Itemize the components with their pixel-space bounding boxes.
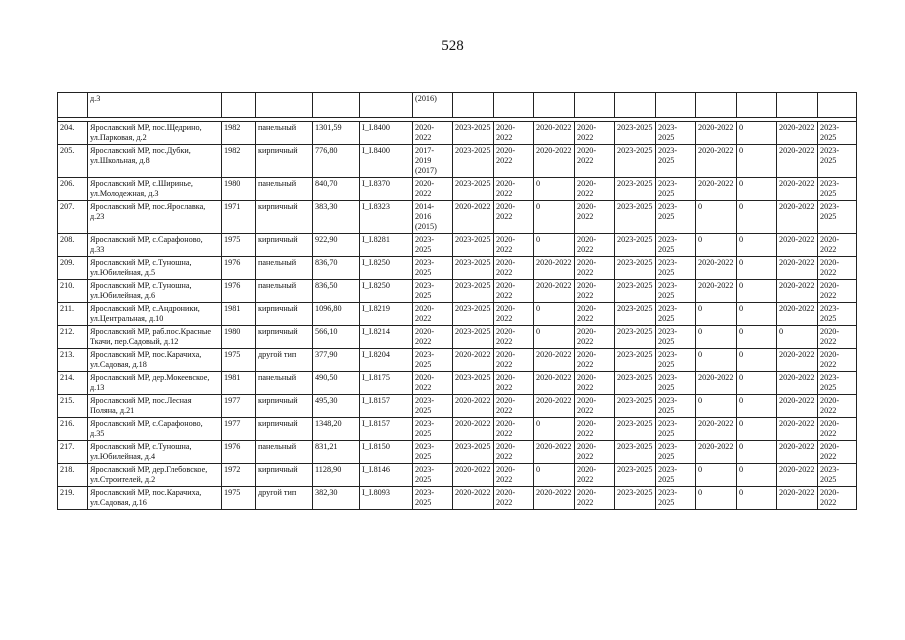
period-cell: 2023-2025 bbox=[413, 349, 453, 372]
row-number-cell: 217. bbox=[58, 441, 88, 464]
period-cell: 0 bbox=[737, 349, 777, 372]
table-row bbox=[58, 201, 857, 234]
year-cell: 1976 bbox=[222, 441, 256, 464]
period-cell: 2023-2025 bbox=[656, 303, 696, 326]
period-cell: 2020-2022 bbox=[575, 178, 615, 201]
wall-material-cell: кирпичный bbox=[256, 464, 313, 487]
table-row bbox=[58, 349, 857, 372]
period-cell: 2023-2025 bbox=[656, 464, 696, 487]
period-cell: 0 bbox=[737, 418, 777, 441]
table-row bbox=[58, 464, 857, 487]
period-cell: 2020-2022 bbox=[818, 418, 857, 441]
period-cell: 2020-2022 bbox=[575, 349, 615, 372]
year-cell: 1971 bbox=[222, 201, 256, 234]
row-number-cell: 215. bbox=[58, 395, 88, 418]
period-cell: 2023-2025 bbox=[656, 257, 696, 280]
period-cell: 2020-2022 bbox=[534, 122, 575, 145]
area-cell: 383,30 bbox=[313, 201, 360, 234]
period-cell: 2020-2022 bbox=[818, 349, 857, 372]
period-cell: 2020-2022 bbox=[534, 395, 575, 418]
area-cell: 566,10 bbox=[313, 326, 360, 349]
period-cell: 2020-2022 bbox=[494, 257, 534, 280]
area-cell: 490,50 bbox=[313, 372, 360, 395]
wall-material-cell: кирпичный bbox=[256, 145, 313, 178]
period-cell: 2023-2025 bbox=[615, 201, 656, 234]
year-cell: 1976 bbox=[222, 280, 256, 303]
period-cell: 2020-2022 bbox=[453, 418, 494, 441]
period-cell: 2020-2022 bbox=[575, 326, 615, 349]
address-cell: Ярославский МР, пос.Лесная Поляна, д.21 bbox=[88, 395, 222, 418]
period-cell: 0 bbox=[534, 326, 575, 349]
period-cell: 2020-2022 bbox=[818, 257, 857, 280]
address-cell: Ярославский МР, дер.Мокеевское, д.13 bbox=[88, 372, 222, 395]
period-cell: 2023-2025 bbox=[818, 178, 857, 201]
year-cell: 1982 bbox=[222, 122, 256, 145]
row-number-cell: 211. bbox=[58, 303, 88, 326]
period-cell: 2023-2025 bbox=[615, 178, 656, 201]
period-cell: 2020-2022 bbox=[777, 234, 818, 257]
period-cell: 2017-2019 (2017) bbox=[413, 145, 453, 178]
period-cell: 2023-2025 bbox=[818, 145, 857, 178]
period-cell: 2023-2025 bbox=[453, 441, 494, 464]
continuation-row bbox=[58, 93, 857, 118]
wall-material-cell: кирпичный bbox=[256, 234, 313, 257]
row-number-cell: 207. bbox=[58, 201, 88, 234]
table-row bbox=[58, 487, 857, 510]
period-cell: 2023-2025 bbox=[615, 145, 656, 178]
code-cell: I_I.8214 bbox=[360, 326, 413, 349]
row-number-cell: 212. bbox=[58, 326, 88, 349]
table-row bbox=[58, 178, 857, 201]
period-cell: 0 bbox=[534, 464, 575, 487]
code-cell: I_I.8093 bbox=[360, 487, 413, 510]
period-cell: 2020-2022 bbox=[777, 418, 818, 441]
code-cell: I_I.8204 bbox=[360, 349, 413, 372]
code-cell: I_I.8157 bbox=[360, 418, 413, 441]
wall-material-cell: другой тип bbox=[256, 349, 313, 372]
code-cell: I_I.8157 bbox=[360, 395, 413, 418]
period-cell: 2020-2022 bbox=[575, 201, 615, 234]
period-cell: 2023-2025 bbox=[453, 145, 494, 178]
code-cell: I_I.8250 bbox=[360, 280, 413, 303]
period-cell: 2020-2022 bbox=[534, 257, 575, 280]
table-row bbox=[58, 234, 857, 257]
period-cell: 2020-2022 bbox=[575, 234, 615, 257]
year-cell: 1975 bbox=[222, 349, 256, 372]
period-cell: 2023-2025 bbox=[656, 487, 696, 510]
period-cell: 2020-2022 bbox=[494, 326, 534, 349]
address-cell: Ярославский МР, пос.Карачиха, ул.Садовая, д.16 bbox=[88, 487, 222, 510]
code-cell: I_I.8400 bbox=[360, 122, 413, 145]
area-cell: 840,70 bbox=[313, 178, 360, 201]
period-cell: 2023-2025 bbox=[818, 201, 857, 234]
period-cell: 2020-2022 bbox=[494, 178, 534, 201]
period-cell: 2020-2022 bbox=[413, 326, 453, 349]
period-cell: 0 bbox=[737, 145, 777, 178]
period-cell: 2023-2025 bbox=[413, 257, 453, 280]
code-cell: I_I.8146 bbox=[360, 464, 413, 487]
period-cell: 2020-2022 bbox=[777, 257, 818, 280]
wall-material-cell: другой тип bbox=[256, 487, 313, 510]
address-cell: Ярославский МР, пос.Дубки, ул.Школьная, д.8 bbox=[88, 145, 222, 178]
area-cell: 1128,90 bbox=[313, 464, 360, 487]
period-cell: 0 bbox=[737, 441, 777, 464]
period-cell: 0 bbox=[737, 464, 777, 487]
area-cell: 776,80 bbox=[313, 145, 360, 178]
period-cell: 0 bbox=[737, 487, 777, 510]
period-cell: 2023-2025 bbox=[656, 145, 696, 178]
period-cell: 0 bbox=[737, 395, 777, 418]
period-cell: 2020-2022 bbox=[575, 464, 615, 487]
period-cell: 2023-2025 bbox=[615, 280, 656, 303]
period-cell: 2020-2022 bbox=[534, 441, 575, 464]
period-cell: 0 bbox=[737, 326, 777, 349]
period-cell: 2023-2025 bbox=[615, 349, 656, 372]
wall-material-cell: кирпичный bbox=[256, 201, 313, 234]
period-cell: 2020-2022 bbox=[575, 280, 615, 303]
table-row bbox=[58, 122, 857, 145]
period-cell: 0 bbox=[534, 234, 575, 257]
period-cell: 2023-2025 bbox=[615, 464, 656, 487]
period-cell: 2023-2025 bbox=[615, 395, 656, 418]
period-cell: 2020-2022 bbox=[575, 418, 615, 441]
period-cell: 2020-2022 bbox=[575, 441, 615, 464]
period-cell: 0 bbox=[696, 201, 737, 234]
period-cell: 2023-2025 bbox=[818, 464, 857, 487]
period-cell: 0 bbox=[696, 326, 737, 349]
address-cell: Ярославский МР, с.Туношна, ул.Юбилейная, д.5 bbox=[88, 257, 222, 280]
period-cell: 0 bbox=[737, 122, 777, 145]
period-cell: 2023-2025 bbox=[818, 303, 857, 326]
period-cell: 2020-2022 bbox=[777, 280, 818, 303]
period-cell: 2020-2022 bbox=[575, 372, 615, 395]
period-cell: 2020-2022 bbox=[494, 464, 534, 487]
period-cell: 0 bbox=[534, 418, 575, 441]
period-cell: 2020-2022 bbox=[494, 418, 534, 441]
year-cell: 1980 bbox=[222, 178, 256, 201]
period-cell: 2023-2025 bbox=[656, 372, 696, 395]
period-cell: 2023-2025 bbox=[453, 372, 494, 395]
period-cell: 0 bbox=[696, 349, 737, 372]
period-cell: 2023-2025 bbox=[615, 122, 656, 145]
period-cell: 2023-2025 bbox=[656, 178, 696, 201]
period-cell: 2023-2025 bbox=[615, 257, 656, 280]
period-cell: 2023-2025 bbox=[656, 201, 696, 234]
year-cell: 1981 bbox=[222, 303, 256, 326]
period-cell: 2023-2025 bbox=[656, 326, 696, 349]
wall-material-cell: панельный bbox=[256, 178, 313, 201]
area-cell: 831,21 bbox=[313, 441, 360, 464]
wall-material-cell: кирпичный bbox=[256, 418, 313, 441]
period-cell: 0 bbox=[696, 234, 737, 257]
address-cell: Ярославский МР, с.Сарафоново, д.33 bbox=[88, 234, 222, 257]
period-cell: 2020-2022 bbox=[777, 178, 818, 201]
period-cell: 2023-2025 bbox=[453, 326, 494, 349]
period-cell: 2023-2025 bbox=[453, 178, 494, 201]
period-cell: 2023-2025 bbox=[413, 234, 453, 257]
period-cell: 2023-2025 bbox=[413, 418, 453, 441]
period-cell: 2020-2022 bbox=[818, 395, 857, 418]
period-cell: 2020-2022 bbox=[453, 201, 494, 234]
period-cell: 0 bbox=[737, 178, 777, 201]
period-cell: 2020-2022 bbox=[494, 201, 534, 234]
row-number-cell: 204. bbox=[58, 122, 88, 145]
row-number-cell: 218. bbox=[58, 464, 88, 487]
year-cell: 1975 bbox=[222, 487, 256, 510]
code-cell: I_I.8281 bbox=[360, 234, 413, 257]
period-cell: 2020-2022 bbox=[494, 145, 534, 178]
area-cell: 495,30 bbox=[313, 395, 360, 418]
period-cell: 2023-2025 bbox=[656, 418, 696, 441]
period-cell: 2023-2025 bbox=[656, 395, 696, 418]
code-cell: I_I.8400 bbox=[360, 145, 413, 178]
page-number: 528 bbox=[441, 38, 464, 54]
code-cell: I_I.8323 bbox=[360, 201, 413, 234]
period-cell: 2014-2016 (2015) bbox=[413, 201, 453, 234]
address-cell: Ярославский МР, с.Сарафоново, д.35 bbox=[88, 418, 222, 441]
period-cell: 2020-2022 bbox=[818, 280, 857, 303]
period-cell: 2023-2025 bbox=[615, 418, 656, 441]
table-row bbox=[58, 303, 857, 326]
period-cell: 2023-2025 bbox=[656, 280, 696, 303]
period-cell: 2020-2022 bbox=[777, 145, 818, 178]
period-cell: 2023-2025 bbox=[413, 464, 453, 487]
period-cell: 2023-2025 bbox=[413, 280, 453, 303]
period-cell: 2023-2025 bbox=[656, 441, 696, 464]
address-cell: Ярославский МР, с.Андроники, ул.Центральная, д.10 bbox=[88, 303, 222, 326]
period-cell: 2020-2022 bbox=[413, 178, 453, 201]
address-cell: Ярославский МР, пос.Карачиха, ул.Садовая, д.18 bbox=[88, 349, 222, 372]
table-row bbox=[58, 326, 857, 349]
area-cell: 1301,59 bbox=[313, 122, 360, 145]
housing-repair-table bbox=[57, 92, 857, 510]
period-cell: 2023-2025 bbox=[453, 280, 494, 303]
period-cell: 2020-2022 bbox=[453, 349, 494, 372]
period-cell: 2020-2022 bbox=[818, 326, 857, 349]
period-cell: 2020-2022 bbox=[777, 464, 818, 487]
period-cell: 2023-2025 bbox=[413, 441, 453, 464]
wall-material-cell: кирпичный bbox=[256, 303, 313, 326]
address-cell: Ярославский МР, с.Туношна, ул.Юбилейная, д.4 bbox=[88, 441, 222, 464]
row-number-cell: 205. bbox=[58, 145, 88, 178]
period-cell: 2023-2025 bbox=[615, 487, 656, 510]
period-cell: 2020-2022 bbox=[575, 487, 615, 510]
period-cell: 2020-2022 bbox=[777, 395, 818, 418]
table-row bbox=[58, 145, 857, 178]
period-cell: 2020-2022 bbox=[818, 441, 857, 464]
period-cell: 2020-2022 bbox=[696, 145, 737, 178]
year-cell: 1981 bbox=[222, 372, 256, 395]
period-cell: 0 bbox=[534, 303, 575, 326]
period-cell: 2023-2025 bbox=[818, 372, 857, 395]
address-cell: Ярославский МР, с.Ширинье, ул.Молодежная, д.3 bbox=[88, 178, 222, 201]
period-cell: 0 bbox=[737, 201, 777, 234]
year-cell: 1975 bbox=[222, 234, 256, 257]
period-cell: 2020-2022 bbox=[453, 464, 494, 487]
period-cell: 2023-2025 bbox=[453, 257, 494, 280]
wall-material-cell: панельный bbox=[256, 122, 313, 145]
period-cell: 2020-2022 bbox=[777, 441, 818, 464]
period-cell: 2020-2022 bbox=[494, 395, 534, 418]
row-number-cell: 216. bbox=[58, 418, 88, 441]
period-cell: 2023-2025 bbox=[453, 234, 494, 257]
wall-material-cell: панельный bbox=[256, 257, 313, 280]
period-cell: 2020-2022 bbox=[777, 201, 818, 234]
year-cell: 1977 bbox=[222, 418, 256, 441]
period-cell: 2020-2022 bbox=[696, 122, 737, 145]
period-cell: 0 bbox=[696, 303, 737, 326]
period-cell: 2023-2025 bbox=[615, 372, 656, 395]
period-cell: 2020-2022 bbox=[777, 487, 818, 510]
year-cell: 1980 bbox=[222, 326, 256, 349]
period-cell: 2020-2022 bbox=[575, 395, 615, 418]
period-cell: 2023-2025 bbox=[615, 303, 656, 326]
period-cell: 2023-2025 bbox=[615, 234, 656, 257]
wall-material-cell: кирпичный bbox=[256, 326, 313, 349]
period-cell: 2020-2022 bbox=[696, 372, 737, 395]
table-row bbox=[58, 441, 857, 464]
period-cell: 2020-2022 bbox=[413, 303, 453, 326]
period-cell: 0 bbox=[696, 395, 737, 418]
row-number-cell: 206. bbox=[58, 178, 88, 201]
wall-material-cell: панельный bbox=[256, 280, 313, 303]
period-cell: 2020-2022 bbox=[696, 280, 737, 303]
period-cell: 2023-2025 bbox=[615, 441, 656, 464]
period-cell: 2020-2022 bbox=[494, 349, 534, 372]
code-cell: I_I.8370 bbox=[360, 178, 413, 201]
period-cell: 2023-2025 bbox=[413, 395, 453, 418]
period-cell: 2020-2022 bbox=[818, 487, 857, 510]
year-cell: 1977 bbox=[222, 395, 256, 418]
period-cell: 2020-2022 bbox=[777, 122, 818, 145]
period-cell: 2020-2022 bbox=[494, 234, 534, 257]
period-cell: 0 bbox=[737, 257, 777, 280]
row-number-cell: 214. bbox=[58, 372, 88, 395]
code-cell: I_I.8175 bbox=[360, 372, 413, 395]
period-cell: 0 bbox=[534, 201, 575, 234]
period-cell: 2023-2025 bbox=[656, 349, 696, 372]
period-cell: 2020-2022 bbox=[696, 418, 737, 441]
table-row bbox=[58, 372, 857, 395]
period-cell: 2020-2022 bbox=[534, 349, 575, 372]
table-row bbox=[58, 257, 857, 280]
address-cell: Ярославский МР, пос.Ярославка, д.23 bbox=[88, 201, 222, 234]
period-cell: 2020-2022 bbox=[575, 122, 615, 145]
area-cell: 1348,20 bbox=[313, 418, 360, 441]
period-cell: 2020-2022 bbox=[534, 145, 575, 178]
code-cell: I_I.8150 bbox=[360, 441, 413, 464]
row-number-cell: 213. bbox=[58, 349, 88, 372]
area-cell: 382,30 bbox=[313, 487, 360, 510]
period-cell: 2020-2022 bbox=[575, 257, 615, 280]
period-cell: 2020-2022 bbox=[494, 303, 534, 326]
year-cell: 1972 bbox=[222, 464, 256, 487]
table-row bbox=[58, 418, 857, 441]
period-cell: 2023-2025 bbox=[453, 303, 494, 326]
wall-material-cell: панельный bbox=[256, 372, 313, 395]
period-cell: 2020-2022 bbox=[696, 178, 737, 201]
period-cell: 2023-2025 bbox=[453, 122, 494, 145]
period-cell: 0 bbox=[737, 280, 777, 303]
period-cell: 0 bbox=[534, 178, 575, 201]
period-cell: 2023-2025 bbox=[413, 487, 453, 510]
code-cell: I_I.8250 bbox=[360, 257, 413, 280]
address-cell: Ярославский МР, с.Туношна, ул.Юбилейная, д.6 bbox=[88, 280, 222, 303]
period-cell: 2020-2022 bbox=[453, 395, 494, 418]
address-cell: Ярославский МР, пос.Щедрино, ул.Парковая, д.2 bbox=[88, 122, 222, 145]
area-cell: 377,90 bbox=[313, 349, 360, 372]
area-cell: 836,50 bbox=[313, 280, 360, 303]
period-cell: 0 bbox=[696, 464, 737, 487]
period-cell: 0 bbox=[737, 234, 777, 257]
area-cell: 836,70 bbox=[313, 257, 360, 280]
period-cell: 2020-2022 bbox=[453, 487, 494, 510]
period-cell: 2020-2022 bbox=[534, 372, 575, 395]
address-cell: Ярославский МР, раб.пос.Красные Ткачи, пер.Садовый, д.12 bbox=[88, 326, 222, 349]
address-cell: Ярославский МР, дер.Глебовское, ул.Строителей, д.2 bbox=[88, 464, 222, 487]
period-cell: 2020-2022 bbox=[777, 303, 818, 326]
period-cell: 2020-2022 bbox=[413, 122, 453, 145]
area-cell: 1096,80 bbox=[313, 303, 360, 326]
table-row bbox=[58, 395, 857, 418]
period-cell: 2020-2022 bbox=[777, 372, 818, 395]
period-cell: 0 bbox=[696, 487, 737, 510]
period-cell: 2020-2022 bbox=[696, 441, 737, 464]
period-cell: 2020-2022 bbox=[818, 234, 857, 257]
period-cell: 2020-2022 bbox=[777, 349, 818, 372]
period-cell: 2020-2022 bbox=[534, 280, 575, 303]
year-cell: 1976 bbox=[222, 257, 256, 280]
period-cell: 2020-2022 bbox=[575, 145, 615, 178]
period-cell: 2020-2022 bbox=[494, 280, 534, 303]
period-cell: 2020-2022 bbox=[696, 257, 737, 280]
period-cell: 2023-2025 bbox=[656, 122, 696, 145]
plan-cell: (2016) bbox=[413, 93, 453, 118]
year-cell: 1982 bbox=[222, 145, 256, 178]
period-cell: 2020-2022 bbox=[575, 303, 615, 326]
address-cell: д.3 bbox=[88, 93, 222, 118]
row-number-cell: 210. bbox=[58, 280, 88, 303]
period-cell: 2023-2025 bbox=[656, 234, 696, 257]
row-number-cell: 209. bbox=[58, 257, 88, 280]
wall-material-cell: панельный bbox=[256, 441, 313, 464]
period-cell: 0 bbox=[737, 372, 777, 395]
row-number-cell: 219. bbox=[58, 487, 88, 510]
period-cell: 0 bbox=[777, 326, 818, 349]
code-cell: I_I.8219 bbox=[360, 303, 413, 326]
period-cell: 2020-2022 bbox=[494, 122, 534, 145]
wall-material-cell: кирпичный bbox=[256, 395, 313, 418]
period-cell: 2020-2022 bbox=[534, 487, 575, 510]
period-cell: 2023-2025 bbox=[818, 122, 857, 145]
row-number-cell: 208. bbox=[58, 234, 88, 257]
table-row bbox=[58, 280, 857, 303]
period-cell: 0 bbox=[737, 303, 777, 326]
period-cell: 2020-2022 bbox=[413, 372, 453, 395]
period-cell: 2020-2022 bbox=[494, 441, 534, 464]
period-cell: 2020-2022 bbox=[494, 372, 534, 395]
area-cell: 922,90 bbox=[313, 234, 360, 257]
period-cell: 2023-2025 bbox=[615, 326, 656, 349]
period-cell: 2020-2022 bbox=[494, 487, 534, 510]
